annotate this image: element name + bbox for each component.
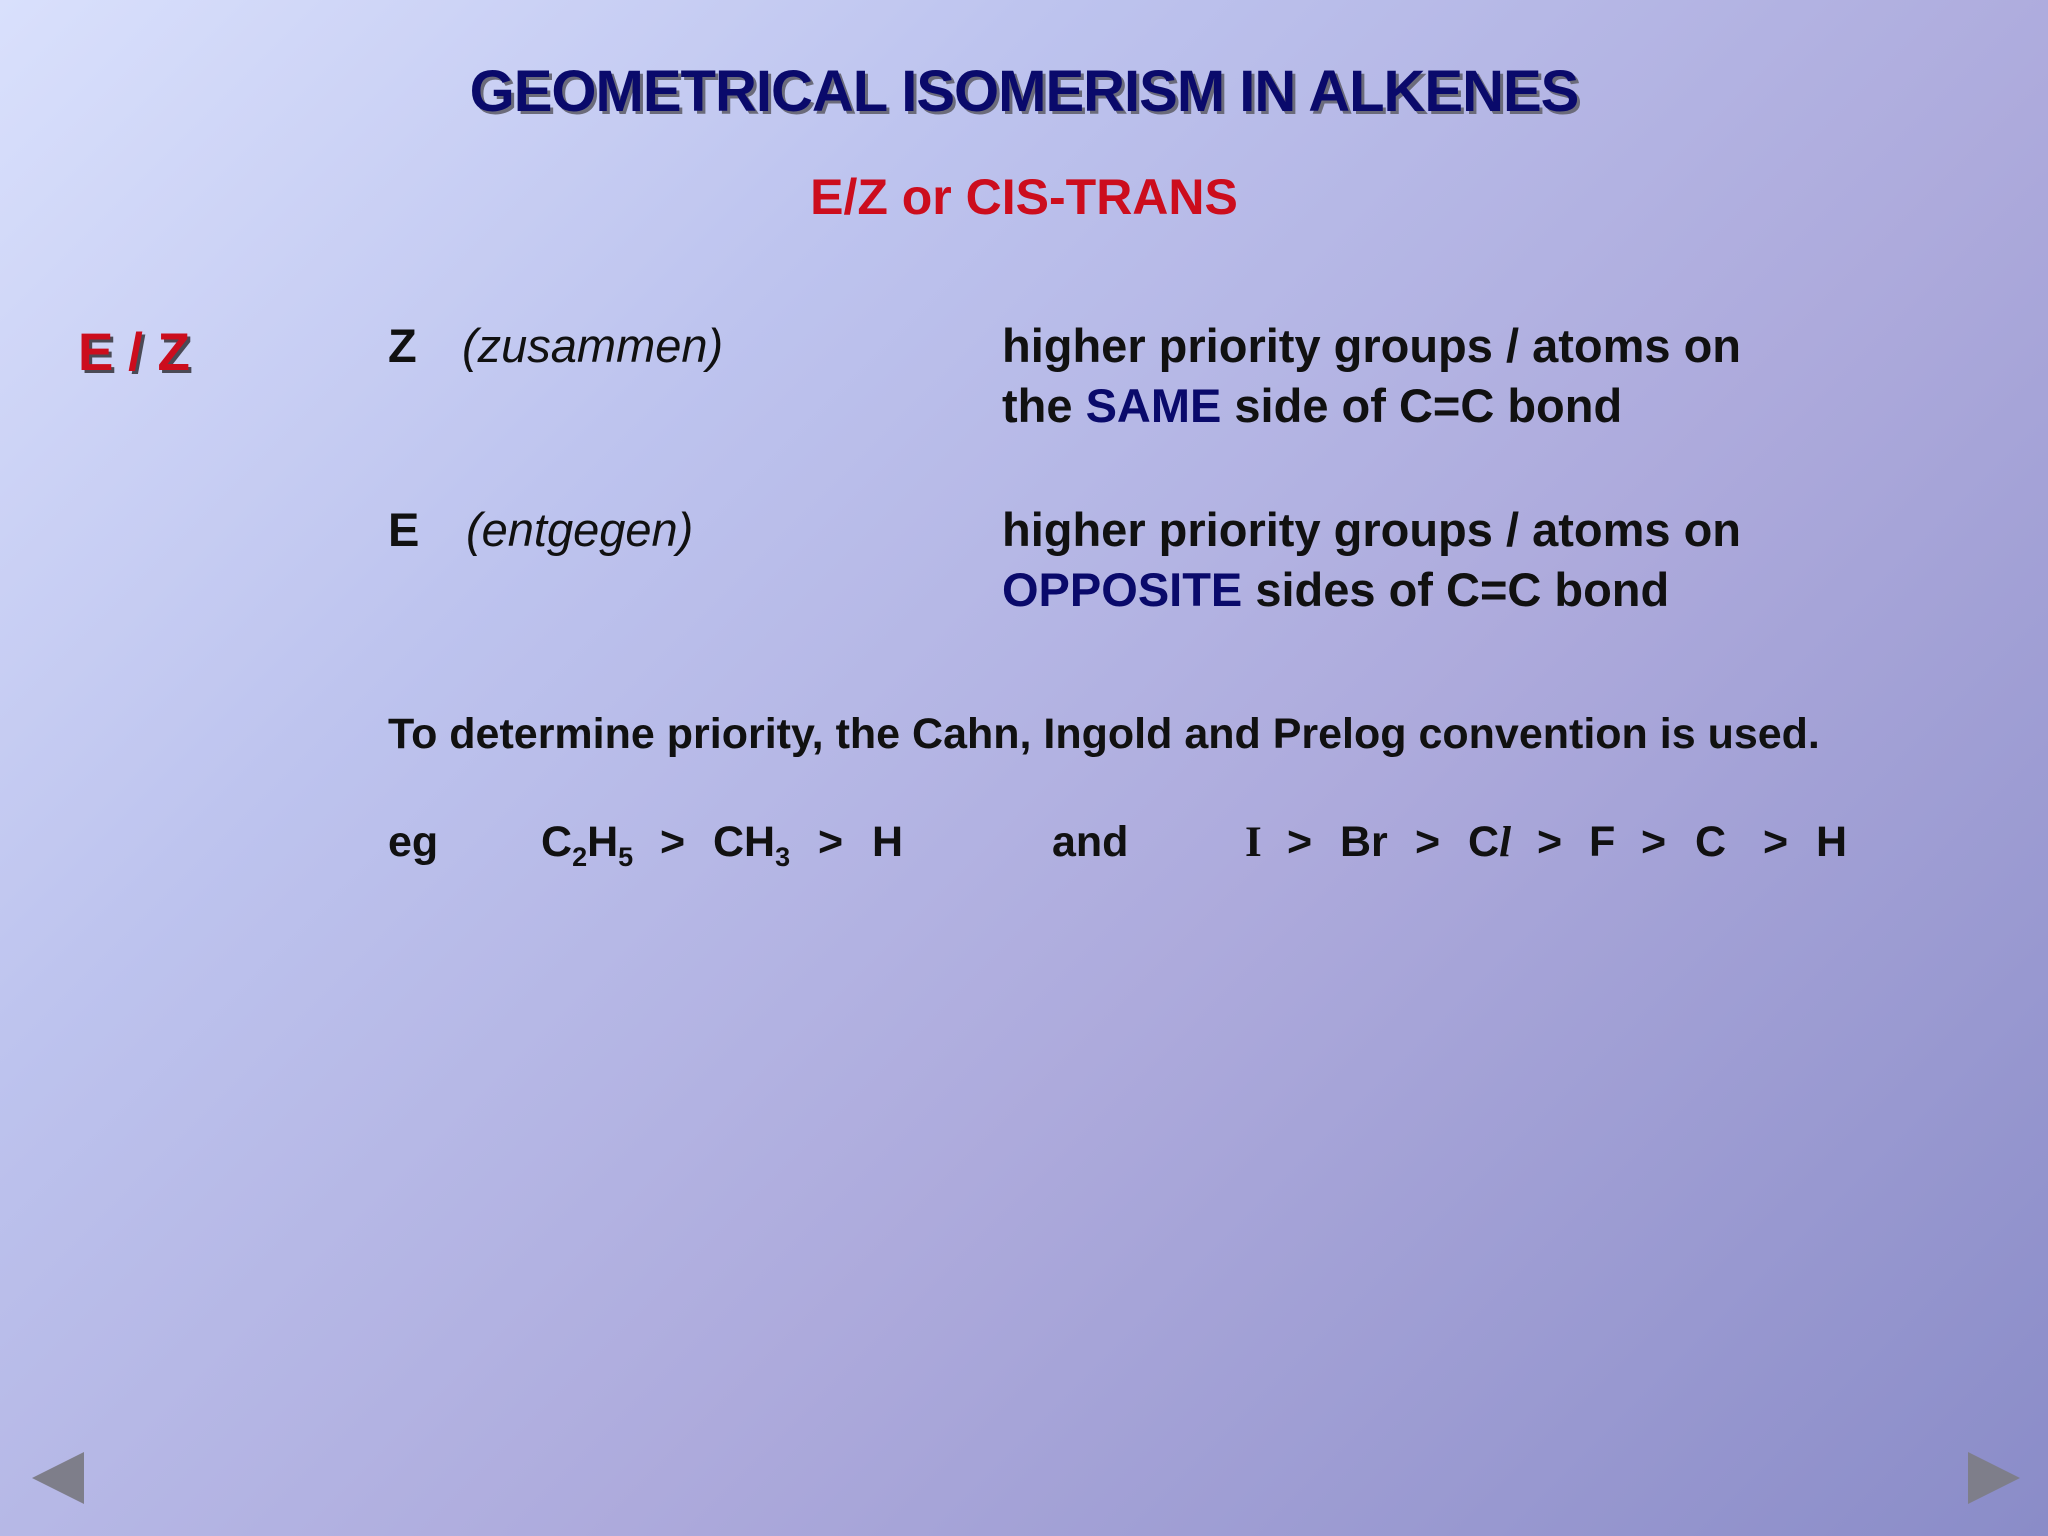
triangle-right-icon[interactable]: [1968, 1452, 2020, 1504]
side-label: E / Z: [78, 323, 190, 382]
greater-than-4: >: [1415, 818, 1441, 866]
chlorine: Cl: [1468, 818, 1512, 866]
greater-than-7: >: [1763, 818, 1789, 866]
greater-than-1: >: [660, 818, 686, 866]
same-highlight: SAME: [1085, 379, 1222, 432]
carbon: C: [1695, 818, 1727, 866]
methyl-formula: $CH_3$: [713, 818, 791, 872]
e-desc-suffix: sides of C=C bond: [1242, 563, 1670, 616]
greater-than-3: >: [1287, 818, 1313, 866]
and-word: and: [1052, 818, 1129, 866]
z-description-line1: higher priority groups / atoms on: [1002, 319, 1741, 372]
priority-note: To determine priority, the Cahn, Ingold and Prelog convention is used.: [388, 710, 1820, 758]
slide-title: GEOMETRICAL ISOMERISM IN ALKENES: [469, 59, 1579, 124]
hydrogen-1: H: [872, 818, 904, 866]
e-meaning: (entgegen): [466, 503, 694, 556]
z-meaning: (zusammen): [462, 319, 724, 372]
slide-subtitle: E/Z or CIS-TRANS: [810, 169, 1238, 225]
z-desc-prefix: the: [1002, 379, 1086, 432]
e-description-line2: [1002, 562, 1669, 617]
e-description-line1: higher priority groups / atoms on: [1002, 503, 1741, 556]
z-desc-suffix: side of C=C bond: [1221, 379, 1623, 432]
bromine: Br: [1340, 818, 1388, 866]
hydrogen-2: H: [1816, 818, 1848, 866]
greater-than-6: >: [1641, 818, 1667, 866]
iodine: I: [1245, 819, 1262, 866]
triangle-left-icon[interactable]: [32, 1452, 84, 1504]
z-description-line2: [1002, 378, 1622, 433]
opposite-highlight: OPPOSITE: [1002, 563, 1243, 616]
z-letter: Z: [388, 319, 417, 372]
example-label: eg: [388, 818, 439, 866]
ethyl-formula: $C_2H_5$: [541, 818, 634, 872]
fluorine: F: [1589, 818, 1616, 866]
greater-than-2: >: [818, 818, 844, 866]
greater-than-5: >: [1537, 818, 1563, 866]
e-letter: E: [388, 503, 420, 556]
